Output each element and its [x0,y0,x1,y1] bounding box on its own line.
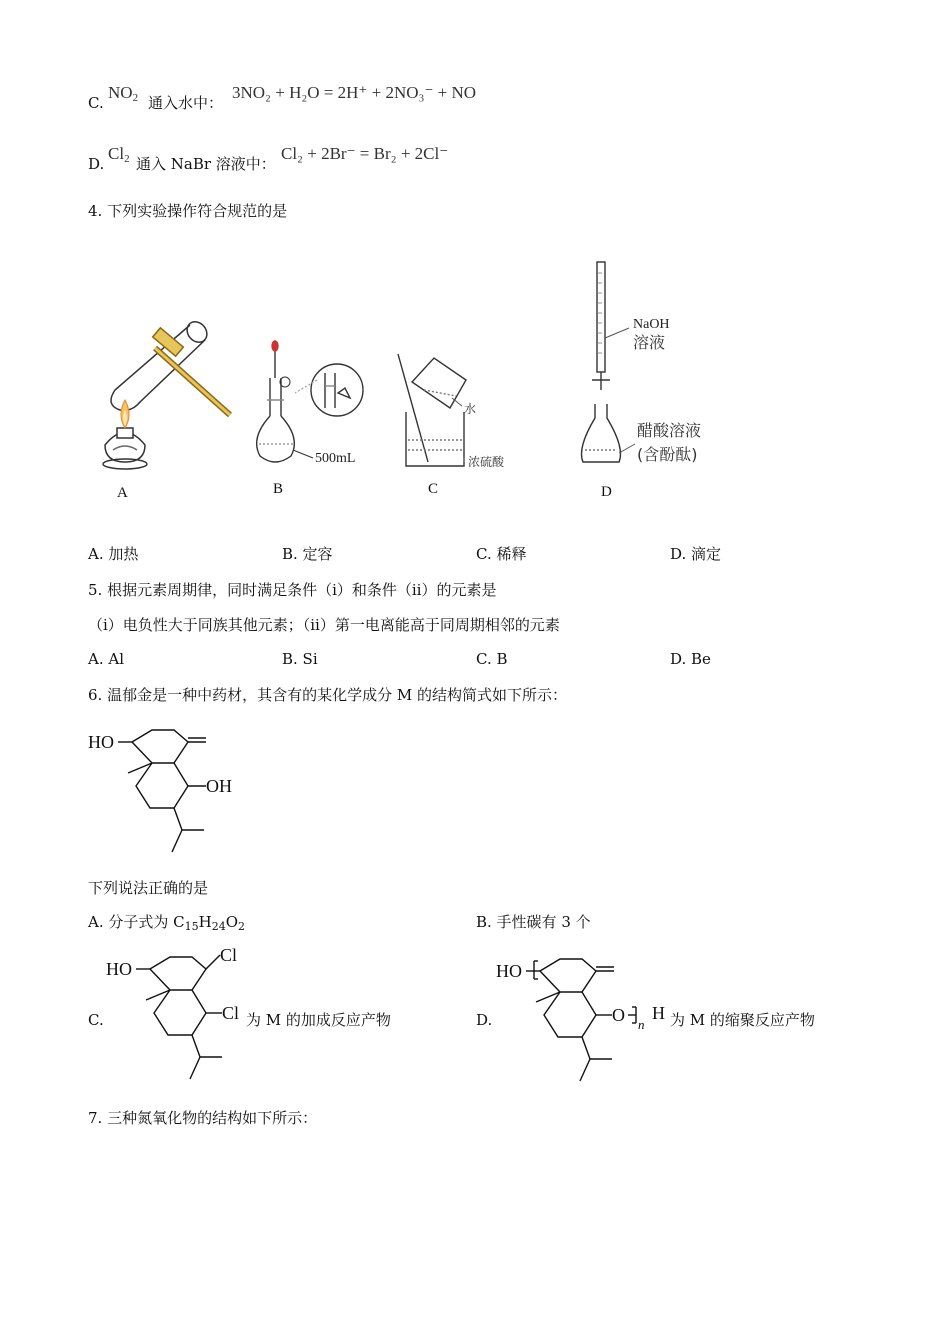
q6-structure-m [88,718,268,858]
q5-option-b: B. Si [282,650,318,668]
q6-option-c-structure [106,945,266,1085]
q3-d-equation: Cl₂ + 2Br⁻ = Br₂ + 2Cl⁻ [281,144,449,163]
q3-c-equation: 3NO₂ + H₂O = 2H⁺ + 2NO₃⁻ + NO [232,83,477,102]
figure-c-dilution [394,350,524,480]
q5-conditions: （ⅰ）电负性大于同族其他元素；（ⅱ）第一电离能高于同周期相邻的元素 [88,616,560,634]
q3-c-prefix: C. [88,94,104,112]
q6-option-d-prefix: D. [476,1011,493,1029]
q6-option-d-text: 为 M 的缩聚反应产物 [670,1011,815,1029]
figure-d-titration [575,258,725,473]
figure-a-heating [95,240,245,500]
figure-d-naoh-solution-label: 溶液 [633,333,666,352]
q6-d-n-label: n [638,1017,645,1032]
q4-option-c: C. 稀释 [476,545,527,563]
q3-d-reagent: $Cl_2$ [108,144,130,165]
figure-d-acid-label: 醋酸溶液 [637,421,702,440]
q4-stem: 4. 下列实验操作符合规范的是 [88,202,288,220]
q6-m-oh-label: OH [206,776,232,796]
figure-c-label: C [428,481,439,497]
q6-option-c-text: 为 M 的加成反应产物 [246,1011,391,1029]
q5-option-d: D. Be [670,650,711,668]
q6-c-ho-label: HO [106,959,132,979]
q6-d-h-label: H [652,1003,665,1023]
figure-c-water-label: 水 [464,402,477,416]
q3-d-prefix: D. [88,155,105,173]
q6-option-c-prefix: C. [88,1011,104,1029]
q3-d-text: 通入 NaBr 溶液中： [136,155,276,173]
q6-m-ho-label: HO [88,732,114,752]
q6-option-d-structure [496,947,676,1087]
q6-stem: 6. 温郁金是一种中药材，其含有的某化学成分 M 的结构简式如下所示： [88,686,567,704]
q6-d-o-label: O [612,1005,625,1025]
q6-c-cl1-label: Cl [220,945,238,965]
figure-b-label: B [273,481,284,497]
figure-b-volumetric-flask [255,338,375,478]
q6-prompt: 下列说法正确的是 [88,879,209,897]
q6-option-b: B. 手性碳有 3 个 [476,913,591,931]
figure-c-acid-label: 浓硫酸 [468,455,505,469]
q6-option-a: A. 分子式为 $C_{15}H_{24}O_2$ [88,913,246,933]
figure-d-indicator-label: (含酚酞) [637,445,698,464]
q3-c-text: 通入水中： [148,94,224,112]
q4-option-a: A. 加热 [88,545,139,563]
q6-c-cl2-label: Cl [222,1003,240,1023]
q5-option-a: A. Al [88,650,124,668]
q3-c-reagent: $NO_2$ [108,83,139,104]
q7-stem: 7. 三种氮氧化物的结构如下所示： [88,1109,318,1127]
q4-option-d: D. 滴定 [670,545,722,563]
figure-a-label: A [117,485,128,501]
q5-option-c: C. B [476,650,508,668]
figure-b-volume-label: 500mL [315,451,356,466]
q4-option-b: B. 定容 [282,545,333,563]
q6-d-ho-label: HO [496,961,522,981]
q5-stem: 5. 根据元素周期律，同时满足条件（ⅰ）和条件（ⅱ）的元素是 [88,581,497,599]
figure-d-naoh-label: NaOH [633,317,670,332]
figure-d-label: D [601,484,612,500]
